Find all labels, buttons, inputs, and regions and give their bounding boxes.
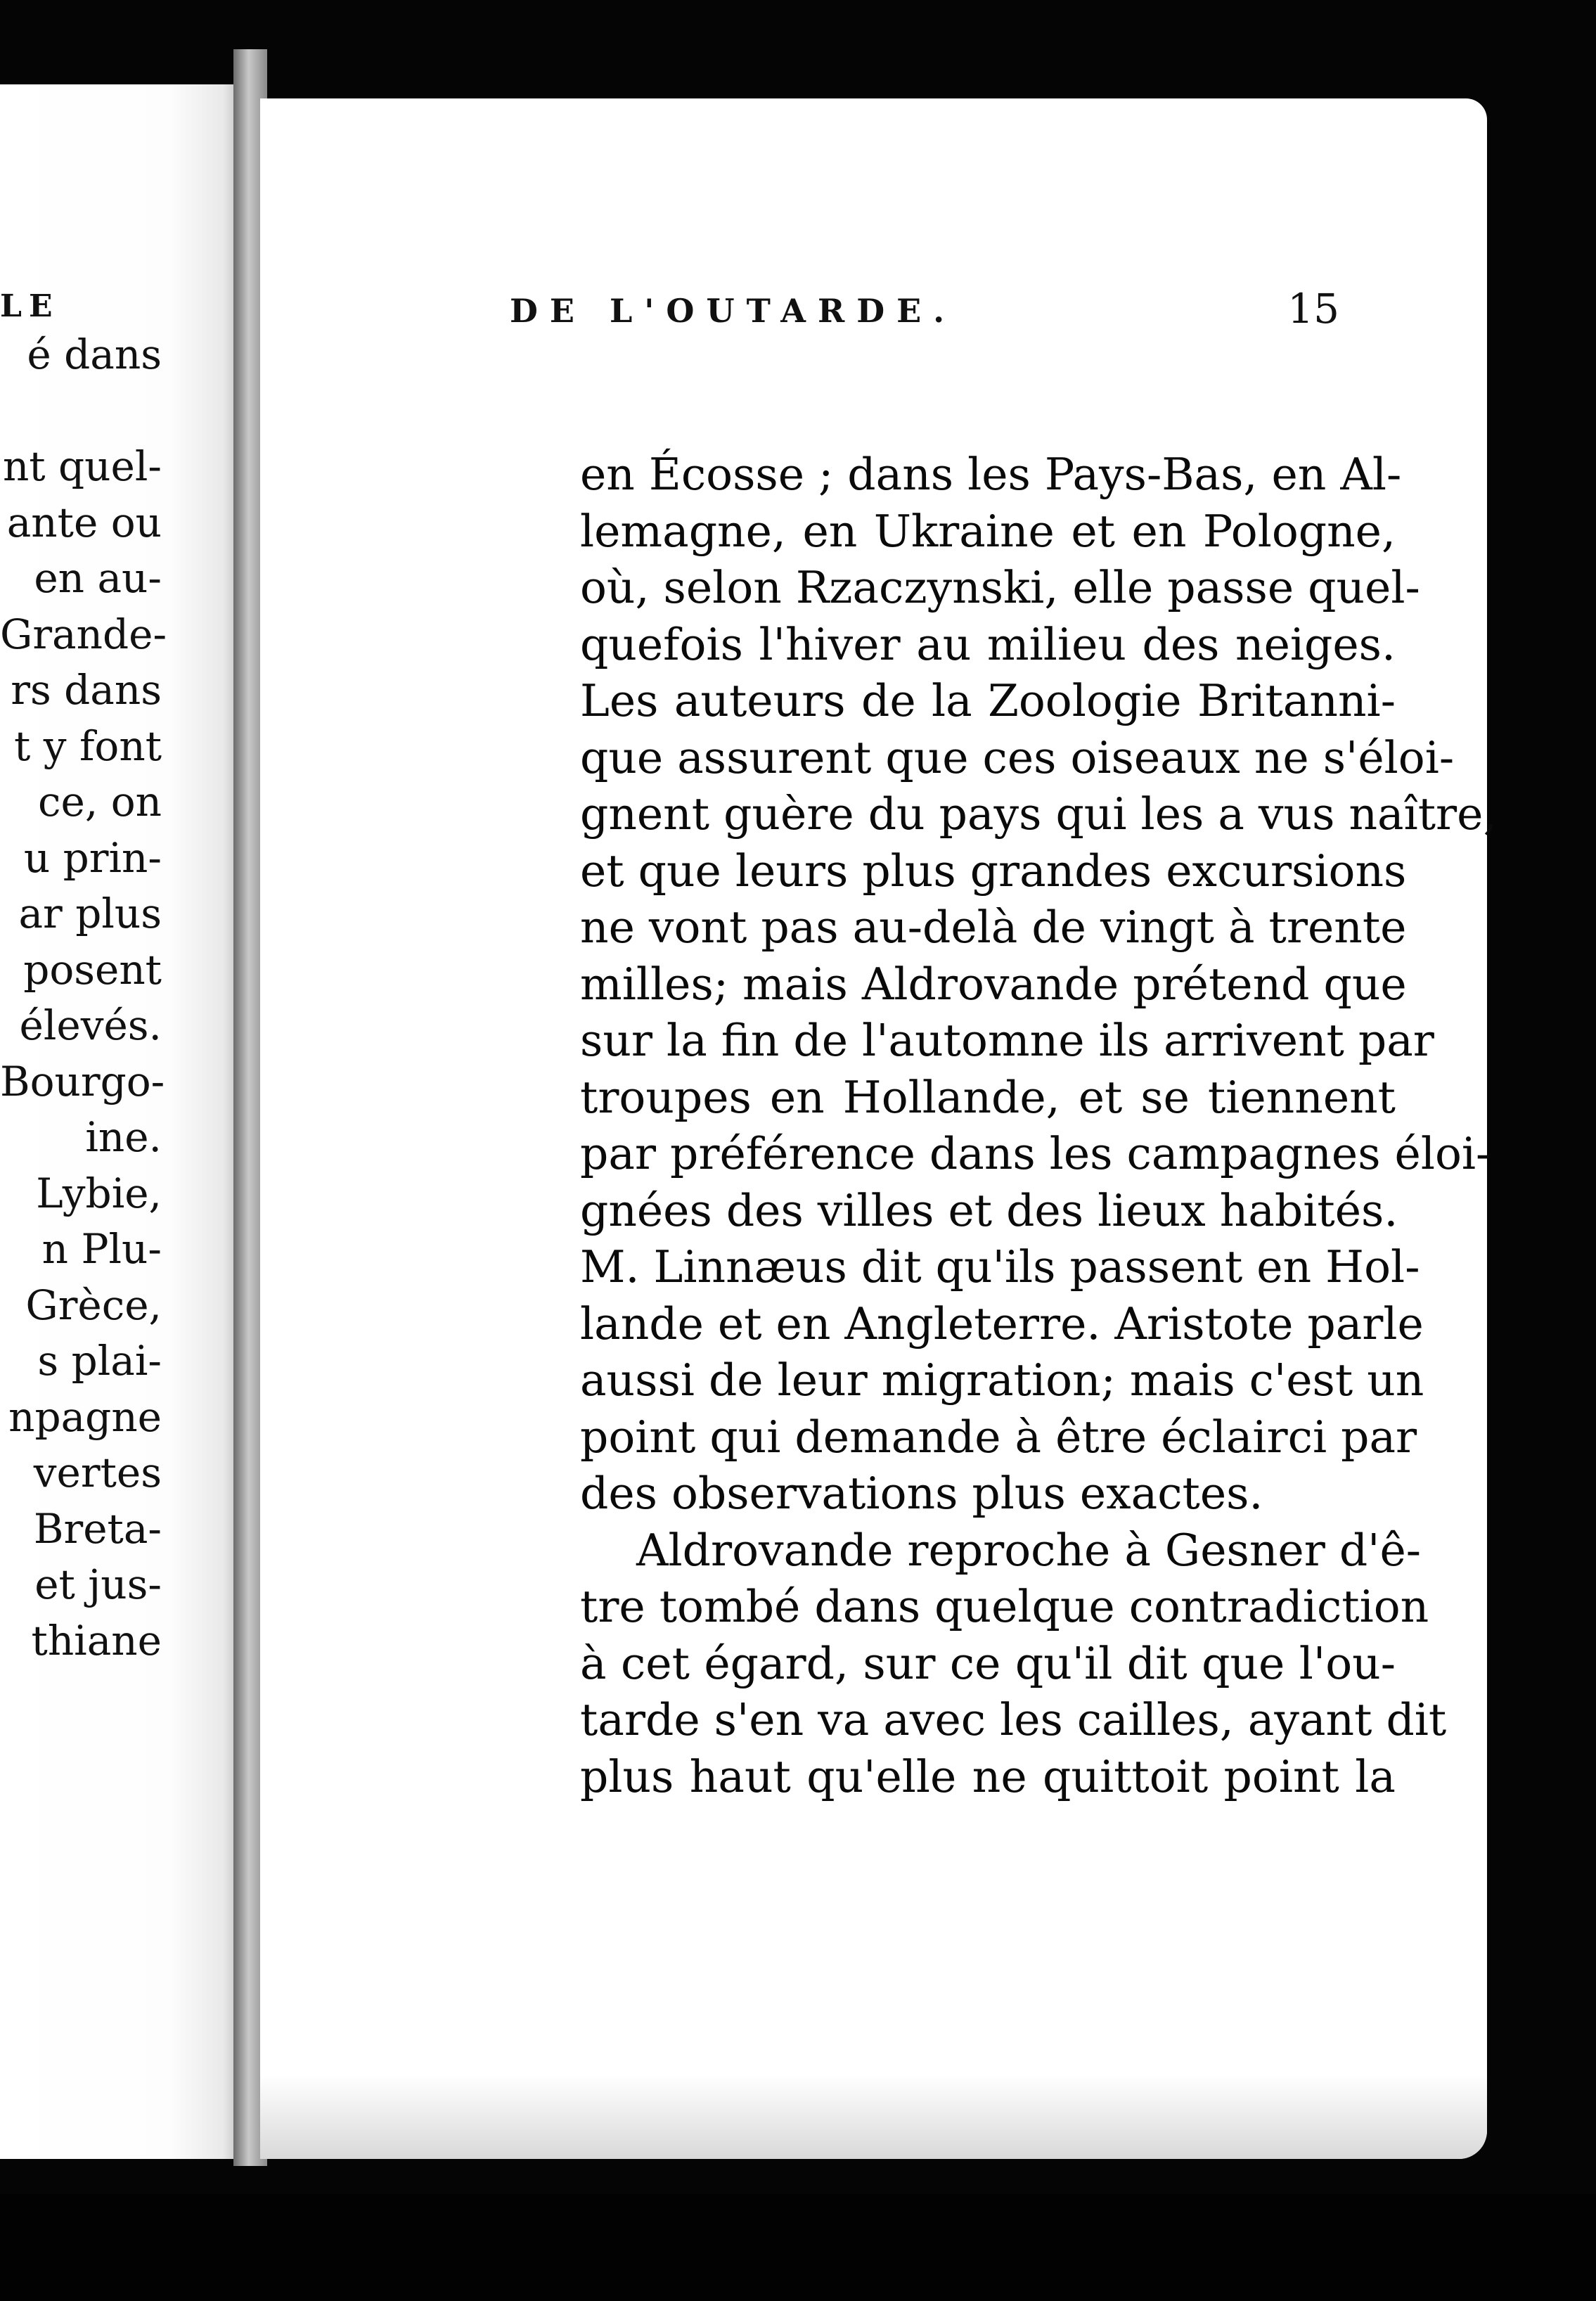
text-line: et que leurs plus grandes excursions xyxy=(580,845,1407,897)
text-line: sur la fin de l'automne ils arrivent par xyxy=(580,1015,1434,1066)
left-line: npagne xyxy=(8,1392,162,1441)
paragraph-start-line: Aldrovande reproche à Gesner d'ê- xyxy=(636,1524,1422,1576)
text-line: que assurent que ces oiseaux ne s'éloi- xyxy=(580,731,1455,783)
left-line: s plai- xyxy=(37,1337,162,1385)
left-line: rs dans xyxy=(11,666,162,714)
left-text-block xyxy=(0,327,243,1669)
text-line: en Écosse ; dans les Pays-Bas, en Al- xyxy=(580,449,1402,500)
left-line: ine. xyxy=(85,1113,162,1161)
left-line: t y font xyxy=(14,722,162,770)
left-line: thiane xyxy=(31,1616,162,1665)
text-line: par préférence dans les campagnes éloi- xyxy=(580,1128,1491,1179)
text-line: gnent guère du pays qui les a vus naître, xyxy=(580,788,1498,840)
left-line: Lybie, xyxy=(36,1169,162,1217)
text-line: à cet égard, sur ce qu'il dit que l'ou- xyxy=(580,1637,1396,1689)
left-line: Bourgo- xyxy=(0,1057,165,1105)
left-line: posent xyxy=(23,945,162,994)
left-line: ante ou xyxy=(6,498,162,546)
left-line: élevés. xyxy=(19,1001,162,1049)
text-line: M. Linnæus dit qu'ils passent en Hol- xyxy=(580,1241,1420,1293)
left-line: en au- xyxy=(34,554,162,602)
text-line: tre tombé dans quelque contradiction xyxy=(580,1581,1429,1632)
text-line: ne vont pas au-delà de vingt à trente xyxy=(580,902,1407,953)
text-line: plus haut qu'elle ne quittoit point la xyxy=(580,1750,1396,1802)
left-line: nt quel- xyxy=(2,442,162,490)
left-line: u prin- xyxy=(23,833,162,882)
text-line: point qui demande à être éclairci par xyxy=(580,1411,1417,1463)
left-line: é dans xyxy=(27,331,162,378)
text-line: tarde s'en va avec les cailles, ayant dit xyxy=(580,1694,1447,1745)
left-line: Grande- xyxy=(0,610,167,658)
text-line: où, selon Rzaczynski, elle passe quel- xyxy=(580,562,1420,613)
body-text xyxy=(580,447,1498,1805)
left-line: n Plu- xyxy=(41,1225,162,1273)
left-line: Grèce, xyxy=(25,1281,162,1329)
paragraph-end-line: des observations plus exactes. xyxy=(580,1468,1263,1519)
left-line xyxy=(0,383,243,440)
left-line: ce, on xyxy=(38,778,162,826)
running-head xyxy=(510,285,1339,341)
text-line: gnées des villes et des lieux habités. xyxy=(580,1184,1398,1236)
text-line: Les auteurs de la Zoologie Britanni- xyxy=(580,675,1396,726)
text-line: lande et en Angleterre. Aristote parle xyxy=(580,1297,1424,1350)
text-line: lemagne, en Ukraine et en Pologne, xyxy=(580,505,1396,557)
text-line: milles; mais Aldrovande prétend que xyxy=(580,958,1407,1010)
text-line: quefois l'hiver au milieu des neiges. xyxy=(580,618,1396,670)
text-line: aussi de leur migration; mais c'est un xyxy=(580,1354,1424,1406)
right-page xyxy=(260,98,1498,2159)
left-running-head: LE xyxy=(0,288,60,324)
left-page xyxy=(0,84,243,2159)
running-head-title: DE L'OUTARDE. xyxy=(510,292,957,330)
left-line: ar plus xyxy=(18,890,162,937)
text-line: troupes en Hollande, et se tiennent xyxy=(580,1071,1396,1123)
left-line: et jus- xyxy=(34,1560,162,1608)
left-line: vertes xyxy=(33,1449,162,1496)
scan-bottom-edge xyxy=(0,2194,1596,2301)
page-number: 15 xyxy=(1287,285,1339,333)
left-line: Breta- xyxy=(33,1504,162,1553)
